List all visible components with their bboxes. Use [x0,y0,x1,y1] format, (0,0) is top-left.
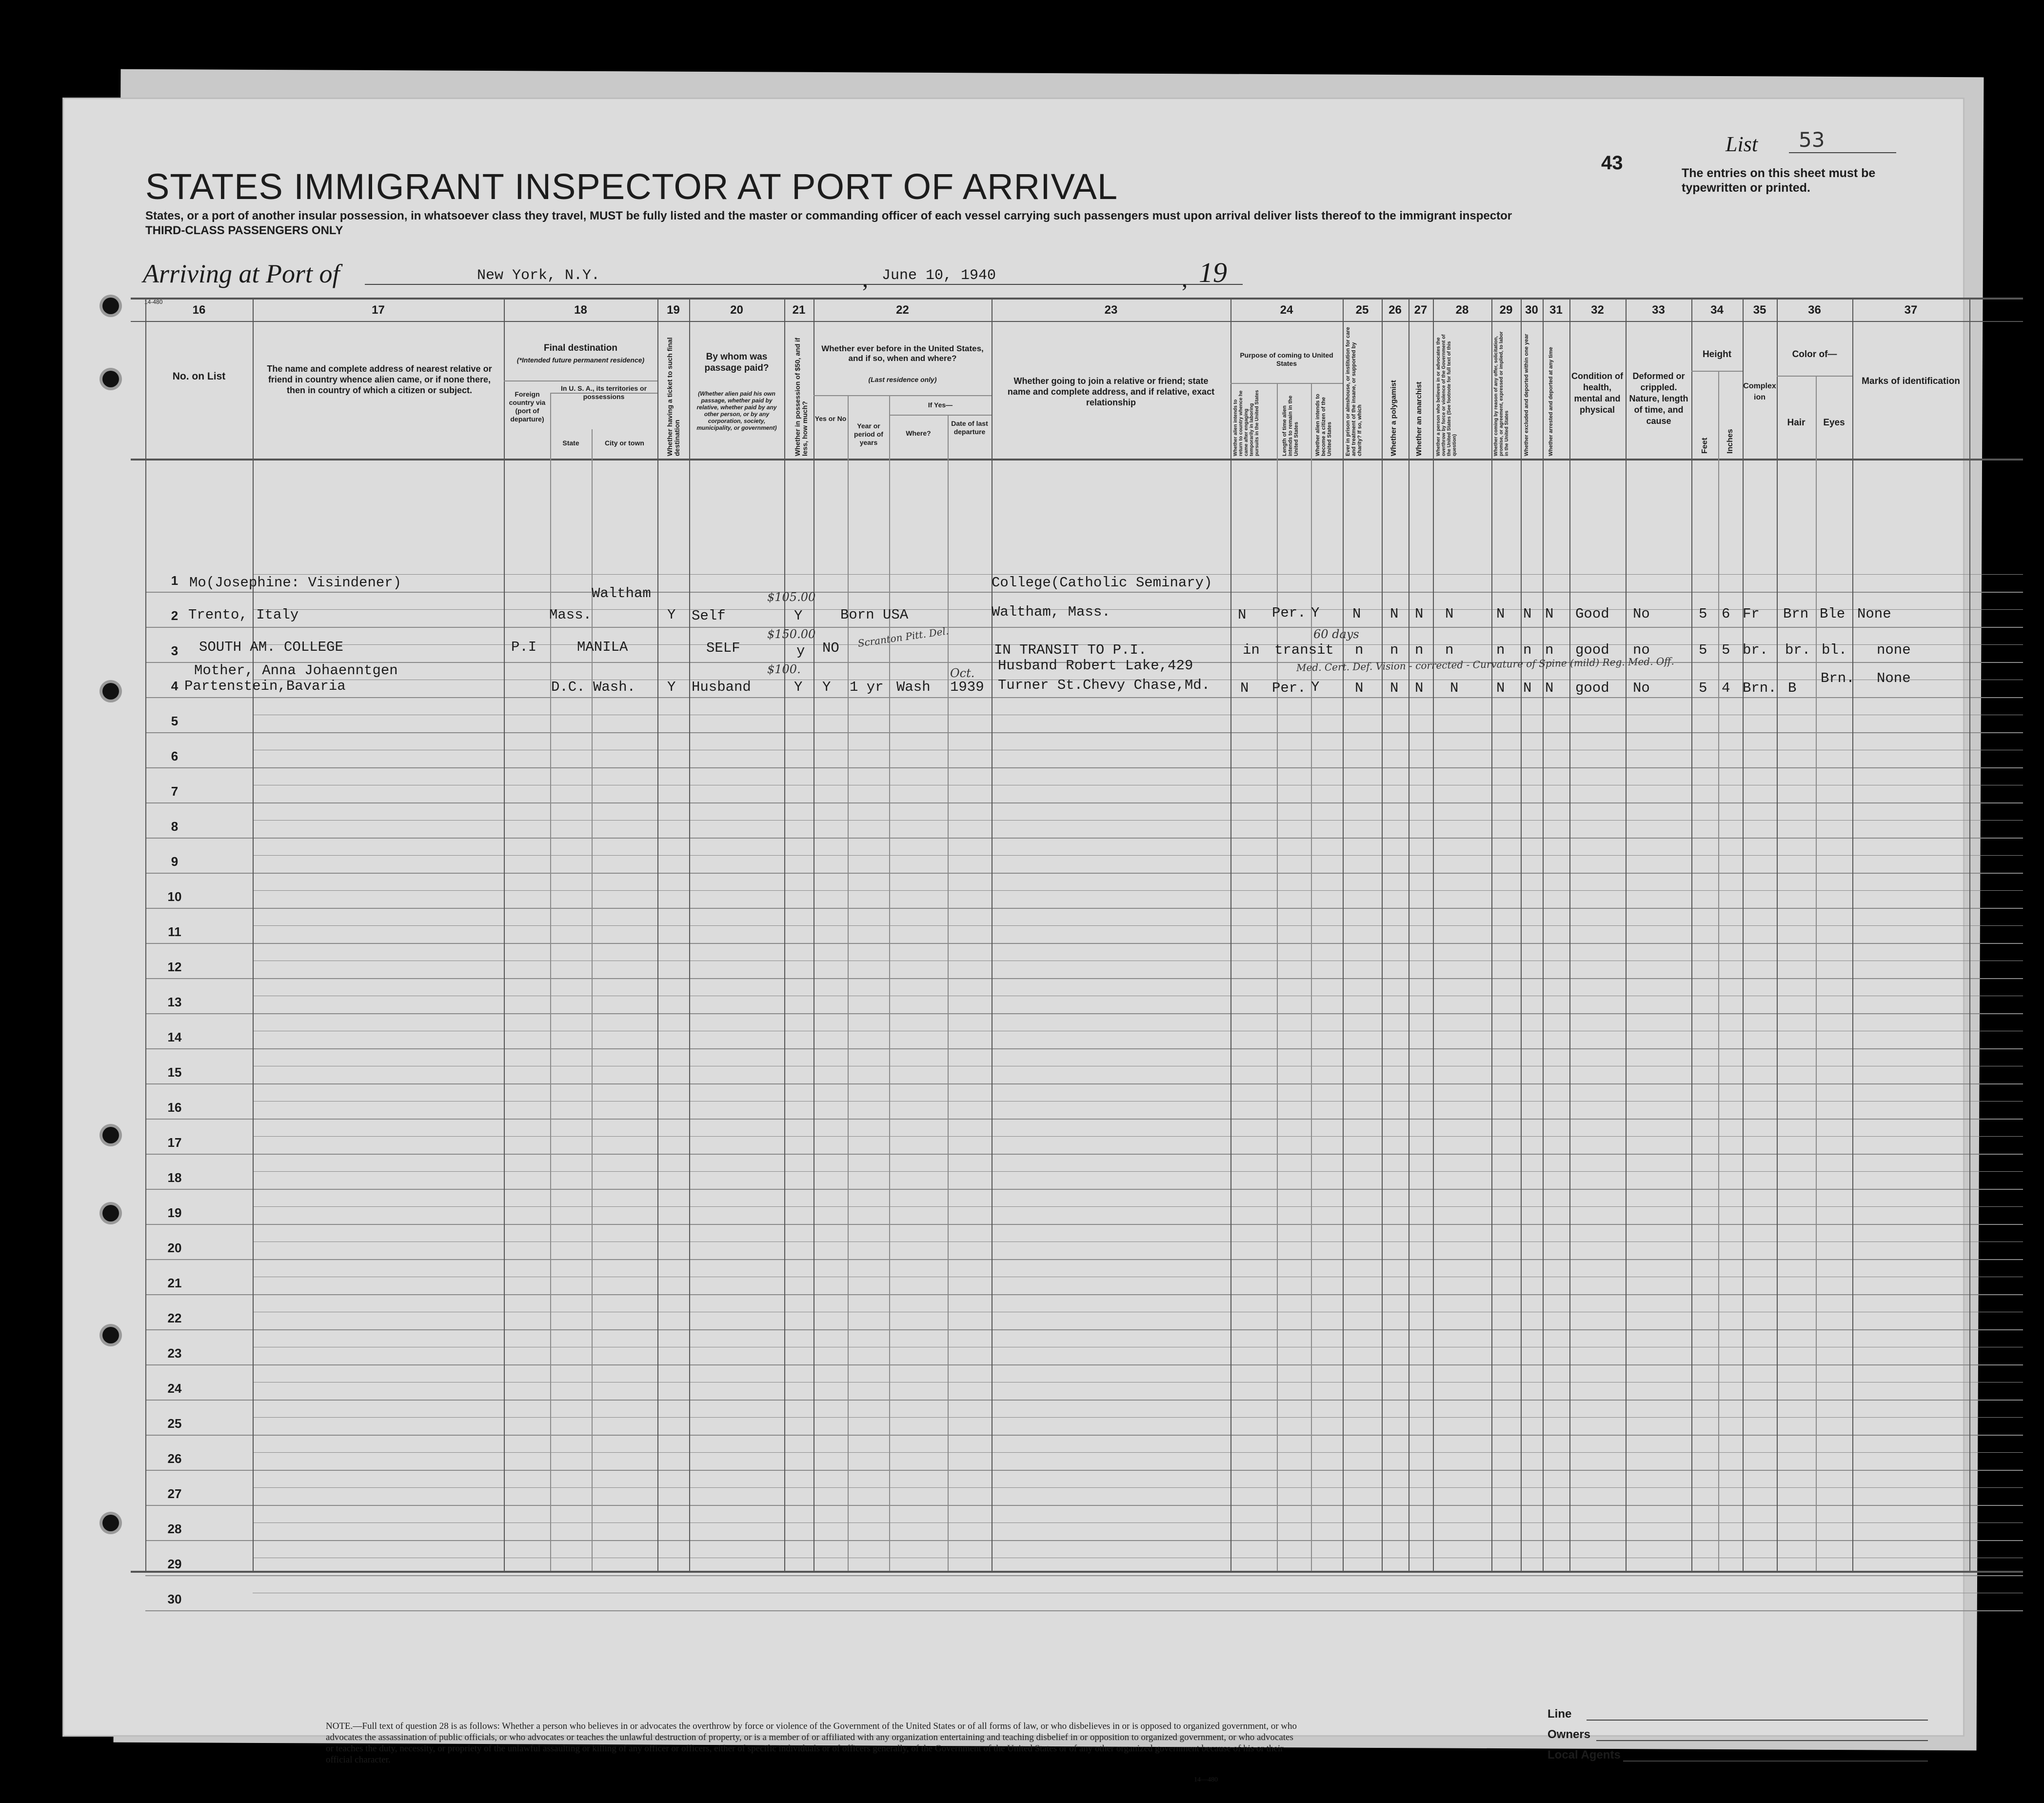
r3-inches: 4 [1722,680,1730,696]
row-number: 25 [167,1416,182,1431]
footer-line-label: Line [1548,1707,1572,1721]
header-passage-paid: By whom was passage paid? [704,352,769,373]
r2-arrested: n [1545,642,1554,658]
row-subrule [253,1136,2023,1137]
r1-deformed: No [1633,606,1650,622]
header-q28: Whether a person who believes in or advocates the overthrow by force or violence of the Government of the United States (See footnote for full text of this question) [1436,334,1457,456]
colnum-23: 23 [1104,303,1118,317]
punch-hole [102,1205,119,1222]
header-eyes: Eyes [1823,418,1845,428]
r2-feet: 5 [1699,642,1707,658]
header-final-destination-sub: (*Intended future permanent residence) [516,356,645,364]
row-number: 19 [167,1205,182,1220]
row-number: 22 [167,1311,182,1325]
header-health: Condition of health, mental and physical [1571,371,1623,415]
r2-q28: n [1445,642,1454,658]
r1-before: Born USA [840,607,909,623]
r2-marks: none [1877,642,1911,658]
row-rule [145,1259,2023,1260]
header-city: City or town [605,439,644,447]
row-rule [145,767,2023,768]
colnum-36: 36 [1808,303,1821,317]
r1-join: College(Catholic Seminary) [992,575,1212,591]
header-purpose-length: Length of time alien intends to remain in the United States [1282,395,1299,456]
r1-eyes: Ble [1820,606,1846,622]
r2-money-note: $150.00 [767,627,816,641]
column-line [550,393,551,1571]
colnum-32: 32 [1591,303,1604,317]
row-subrule [253,1101,2023,1102]
header-if-yes: If Yes— [928,401,953,409]
punch-hole [102,683,119,700]
typing-instructions: The entries on this sheet must be typewritten or printed. [1682,166,1876,195]
r1-citizen: Y [1311,605,1320,621]
row-subrule [253,1487,2023,1488]
header-money: Whether in possession of $50, and if less, how much? [794,338,809,456]
row-rule [145,1505,2023,1506]
row-rule [145,627,2023,628]
row-number: 13 [167,995,182,1009]
column-line [1521,298,1522,1571]
year-prefix: 19 [1199,257,1227,288]
arriving-label: Arriving at Port of [143,259,340,288]
r2-hair: br. [1785,642,1811,658]
header-marks: Marks of identification [1862,376,1960,386]
colnum-22: 22 [896,303,909,317]
r2-join: IN TRANSIT TO P.I. [994,642,1147,658]
row-number: 9 [171,854,179,869]
r1-polygamist: N [1390,606,1399,622]
row-number: 8 [171,819,179,834]
column-line [1277,383,1278,1571]
r3-money: Y [794,679,803,695]
column-line [1777,298,1778,1571]
colnum-17: 17 [372,303,385,317]
r1-state: Mass. [549,607,592,623]
colnum-16: 16 [192,303,206,317]
form-subtitle [145,209,1706,238]
r1-complexion: Fr [1743,606,1760,622]
colnum-34: 34 [1710,303,1724,317]
r3-city: Wash. [593,679,636,695]
r2-polygamist: n [1390,642,1399,658]
r1-join-address: Waltham, Mass. [992,604,1111,620]
column-line [253,298,254,1571]
footer-owners-label: Owners [1548,1728,1591,1741]
column-line [1691,298,1692,1571]
r2-health: good [1575,642,1609,658]
r3-money-note: $100. [767,662,801,676]
subheader-rule [1691,371,1743,372]
colnum-28: 28 [1455,303,1469,317]
r3-labor: N [1496,680,1505,696]
column-line [1491,298,1492,1571]
colnum-20: 20 [730,303,743,317]
r2-inches: 5 [1722,642,1730,658]
colnum-25: 25 [1355,303,1369,317]
row-subrule [253,925,2023,926]
subheader-rule [1230,383,1343,384]
row-rule [145,1154,2023,1155]
header-state: State [562,439,579,447]
subheader-rule [814,395,992,396]
row-subrule [253,1171,2023,1172]
table-bottom-border [131,1571,2023,1573]
colnum-33: 33 [1652,303,1665,317]
row-rule [145,1189,2023,1190]
row-rule [145,1435,2023,1436]
r2-before: NO [822,640,839,656]
row-number: 10 [167,889,182,904]
r2-length-note: 60 days [1313,627,1359,641]
r1-excluded: N [1523,606,1532,622]
r3-date: 1939 [950,679,984,695]
r3-eyes: Brn. [1821,670,1855,686]
row-rule [145,978,2023,979]
row-number: 21 [167,1276,182,1290]
r1-labor: N [1496,606,1505,622]
column-line [1230,298,1231,1571]
row-rule [145,802,2023,803]
r2-name: SOUTH AM. COLLEGE [199,639,343,655]
r1-q28: N [1445,606,1454,622]
r1-arrested: N [1545,606,1554,622]
page-title: STATES IMMIGRANT INSPECTOR AT PORT OF ARRIVAL [145,166,1118,207]
r1-address: Trento, Italy [188,607,299,623]
r1-return: N [1238,607,1247,623]
r3-q28: N [1450,680,1459,696]
row-rule [145,1540,2023,1541]
row-number: 29 [167,1557,182,1571]
header-passage-paid-sub: (Whether alien paid his own passage, whether paid by relative, whether paid by any other person, or by any corporation, society, municipality, or government) [696,390,777,431]
r2-note: Scranton Pitt. Del. [857,625,950,649]
header-polygamist: Whether a polygamist [1389,380,1398,456]
row-rule [145,1119,2023,1120]
colnum-24: 24 [1280,303,1293,317]
row-number: 16 [167,1100,182,1115]
header-anarchist: Whether an anarchist [1415,381,1423,456]
r1-money-note: $105.00 [767,590,816,604]
r2-excluded: n [1523,642,1532,658]
row-number: 23 [167,1346,182,1361]
r1-ticket: Y [667,607,676,623]
r3-ticket: Y [667,679,676,695]
row-number: 20 [167,1241,182,1255]
r1-health: Good [1575,606,1609,622]
colnum-19: 19 [667,303,680,317]
r3-where: Wash [896,679,931,695]
r3-marks: None [1877,670,1911,686]
row-number: 11 [168,924,181,939]
r2-eyes: bl. [1822,642,1847,658]
colnum-30: 30 [1525,303,1538,317]
column-line [689,298,690,1571]
punch-hole [102,1127,119,1143]
arrival-date: June 10, 1940 [882,267,996,284]
column-line [1343,298,1344,1571]
column-line [784,298,785,1571]
list-number: 53 [1799,128,1825,152]
header-join-relative: Whether going to join a relative or friend; state name and complete address, and if relative, exact relationship [1007,376,1215,407]
row-rule [145,1329,2023,1330]
header-purpose-return: Whether alien intends to return to country whence he came after engaging temporarily in laboring pursuits in the United States [1233,390,1260,456]
r3-address: Partenstein,Bavaria [184,678,346,694]
form-code: 14—480 [1194,1776,1218,1783]
r1-prison: N [1352,606,1361,622]
row-number: 28 [167,1522,182,1536]
column-line [504,298,505,1571]
colnum-21: 21 [792,303,806,317]
r1-inches: 6 [1722,606,1730,622]
row-rule [145,732,2023,733]
form-code-top: 14-480 [144,299,163,305]
r2-money: y [796,643,805,659]
row-number: 12 [167,960,182,974]
header-complexion: Complexion [1743,382,1776,401]
punch-hole [102,1327,119,1343]
footer-agents-rule [1623,1761,1928,1762]
r2-labor: n [1496,642,1505,658]
footer-agents-label: Local Agents [1548,1748,1621,1762]
r2-prison: n [1355,642,1364,658]
r3-join-address: Turner St.Chevy Chase,Md. [998,677,1211,693]
r3-date-note: Oct. [950,666,975,680]
column-line [1816,376,1817,1571]
header-deformed: Deformed or crippled. Nature, length of time, and cause [1629,371,1688,426]
row-rule [145,1224,2023,1225]
row-rule [145,1364,2023,1365]
r1-hair: Brn [1783,606,1809,622]
comma: , [1182,266,1188,292]
row-number: 2 [171,608,179,623]
r3-prison: N [1355,680,1364,696]
column-line [145,298,146,1571]
row-number: 6 [171,749,179,763]
row-number: 4 [171,679,179,693]
row-rule [145,943,2023,944]
colnum-29: 29 [1499,303,1513,317]
row-number: 18 [167,1170,182,1185]
r3-deformed: No [1633,680,1650,696]
header-in-usa: In U. S. A., its territories or possessions [560,384,647,401]
r3-years: 1 yr [850,679,884,695]
header-ticket: Whether having a ticket to such final destination [666,337,681,456]
row-number: 14 [167,1030,182,1044]
r3-paid-by: Husband [692,679,751,695]
row-rule [145,1294,2023,1295]
column-line [848,395,849,1571]
row-rule [145,1400,2023,1401]
colnum-35: 35 [1753,303,1766,317]
r2-city: MANILA [577,639,628,655]
row-rule [145,1083,2023,1084]
r3-feet: 5 [1699,680,1707,696]
r3-before: Y [822,679,831,695]
r3-hair: B [1788,680,1797,696]
row-number: 3 [171,643,179,658]
footer-line-rule [1587,1720,1928,1721]
footer-owners-rule [1596,1740,1928,1741]
header-final-destination: Final destination [544,343,617,353]
r2-foreign: P.I [511,639,537,655]
header-where: Where? [906,429,931,437]
row-rule [145,1470,2023,1471]
header-no-on-list: No. on List [172,371,226,382]
column-line [1543,298,1544,1571]
punch-hole [102,371,119,387]
header-excluded: Whether excluded and deported within one year [1524,334,1529,456]
r3-name: Mother, Anna Johaenntgen [194,662,398,679]
r3-complexion: Brn. [1743,680,1777,696]
r3-length: Per. [1272,680,1306,696]
header-foreign-country: Foreign country via (port of departure) [509,390,546,423]
row-number: 7 [171,784,179,799]
row-rule [145,1048,2023,1049]
column-line [1569,298,1570,1571]
r1-name: Mo(Josephine: Visindener) [189,575,402,591]
row-number: 17 [167,1135,182,1150]
header-inches: Inches [1726,429,1734,454]
header-purpose-citizen: Whether alien intends to become a citizen of the United States [1315,394,1332,456]
r3-return: N [1240,680,1249,696]
r3-medical-annotation: Med. Cert. Def. Vision - corrected - Curvature of Spine (mild) Reg. Med. Off. [1296,655,1674,674]
column-line [1852,298,1853,1571]
column-line [1969,298,1970,1571]
list-label: List [1726,132,1758,156]
row-number: 30 [167,1592,182,1606]
header-hair: Hair [1787,418,1806,428]
passenger-class: THIRD-CLASS PASSENGERS ONLY [145,224,343,237]
column-line [1382,298,1383,1571]
row-rule [145,1575,2023,1576]
r1-feet: 5 [1699,606,1707,622]
column-line [1433,298,1434,1571]
arriving-underline [365,284,1243,285]
header-prison: Ever in prison or almshouse, or institution for care and treatment of the insane, or supported by charity? If so, which [1345,327,1363,456]
r2-complexion: br. [1743,642,1768,658]
row-rule [145,873,2023,874]
header-purpose: Purpose of coming to United States [1240,351,1333,367]
header-last-residence: (Last residence only) [868,376,937,383]
r1-money: Y [794,608,803,624]
header-feet: Feet [1701,438,1709,454]
header-labor: Whether coming by reason of any offer, solicitation, promise, or agreement, expressed or implied, to labor in the United States [1493,331,1509,456]
row-number: 5 [171,714,179,728]
row-rule [145,1013,2023,1014]
column-line [657,298,658,1571]
r2-anarchist: n [1415,642,1424,658]
r3-join: Husband Robert Lake,429 [998,658,1193,674]
r2-return: in [1243,642,1260,658]
header-before-in-us: Whether ever before in the United States, and if so, when and where? [821,344,984,363]
header-last-departure: Date of last departure [951,420,988,436]
r3-state: D.C. [551,679,585,695]
header-col17: The name and complete address of nearest relative or friend in country whence alien came, or if none there, then in country of which a citizen or subject. [267,364,492,395]
r1-city: Waltham [592,585,651,601]
comma: , [862,266,868,292]
row-subrule [253,1417,2023,1418]
punch-hole [102,298,119,314]
row-number: 26 [167,1451,182,1466]
column-number-divider [131,321,2023,322]
r3-anarchist: N [1415,680,1424,696]
column-line [1311,383,1312,1571]
row-number: 15 [167,1065,182,1080]
header-color: Color of— [1792,349,1837,360]
colnum-26: 26 [1389,303,1402,317]
row-number: 1 [171,573,179,588]
column-line [948,415,949,1571]
r1-length: Per. [1272,605,1306,621]
header-yes-no: Yes or No [814,415,847,422]
row-rule [145,908,2023,909]
r2-paid-by: SELF [706,640,740,656]
subheader-rule [889,415,992,416]
r3-excluded: N [1523,680,1532,696]
column-line [1743,298,1744,1571]
r2-length: transit [1274,642,1334,658]
header-height: Height [1702,349,1732,360]
sheet-number: 43 [1601,152,1623,174]
row-subrule [253,1206,2023,1207]
row-rule [145,697,2023,698]
manifest-table [131,298,2023,1606]
row-subrule [253,820,2023,821]
r3-citizen: Y [1311,679,1320,695]
column-line [1626,298,1627,1571]
punch-hole [102,1515,119,1531]
r3-arrested: N [1545,680,1554,696]
table-top-border [131,298,2023,300]
header-bottom-border [131,459,2023,461]
r2-deformed: no [1633,642,1650,658]
header-year-period: Year or period of years [854,422,883,446]
colnum-27: 27 [1414,303,1428,317]
subheader-rule [1777,376,1852,377]
arrival-port: New York, N.Y. [477,267,600,284]
manifest-sheet [62,98,1965,1783]
row-subrule [253,890,2023,891]
row-rule [145,592,2023,593]
row-rule [145,1610,2023,1611]
row-number: 27 [167,1486,182,1501]
r1-anarchist: N [1415,606,1424,622]
footnote-q28: NOTE.—Full text of question 28 is as follows: Whether a person who believes in or advocates the overthrow by force or violence of the Government of the United States or of all forms of law, or who disbelieves in or is opposed to organized government, or who advocates the assassination of public officials, or who advocates or teaches the unlawful destruction of property, or is a member of or affiliated with any organization entertaining and teaching disbelief in or opposition to organized government, or who advocates or teaches the duty, necessity, or propriety of the unlawful assaulting or killing of any officer or officers, either of specific individuals or of officers generally, of the Government of the United States or of any other organized government because of his or their official character. [326,1721,1297,1765]
row-rule [145,838,2023,839]
r3-health: good [1575,680,1609,696]
row-number: 24 [167,1381,182,1396]
column-line [889,395,890,1571]
r1-marks: None [1857,606,1891,622]
row-subrule [253,855,2023,856]
subtitle-text: States, or a port of another insular possession, in whatsoever class they travel, MUST be fully listed and the master or commanding officer of each vessel carrying such passengers must upon arrival deliver lists thereof to the immigrant inspector [145,209,1512,222]
row-subrule [253,1452,2023,1453]
colnum-31: 31 [1549,303,1563,317]
list-underline [1789,152,1896,153]
column-line [1718,371,1719,1571]
r3-polygamist: N [1390,680,1399,696]
r1-paid-by: Self [692,608,726,624]
header-arrested: Whether arrested and deported at any time [1548,347,1554,456]
colnum-18: 18 [574,303,587,317]
colnum-37: 37 [1904,303,1918,317]
